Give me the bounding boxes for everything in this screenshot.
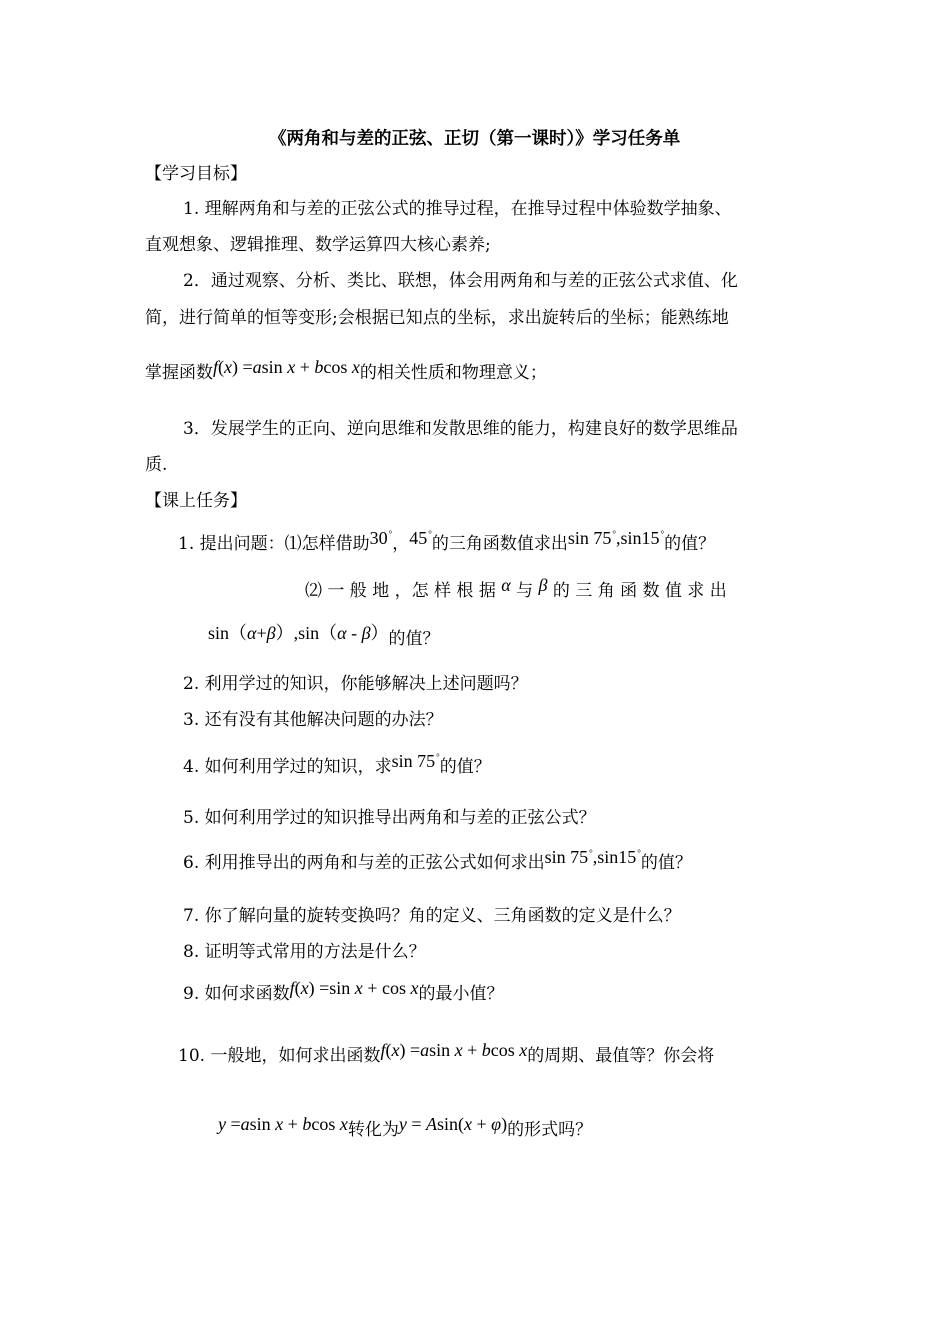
formula-f-asin-bcos: f(x) =asin x + bcos x <box>380 1040 528 1060</box>
task-3: 3. 还有没有其他解决问题的办法？ <box>183 710 443 730</box>
goal-1-line-2: 直观想象、逻辑推理、数学运算四大核心素养; <box>145 235 491 255</box>
task-1-part-2-cont: sin（α+β）,sin（α - β）的值？ <box>208 623 440 649</box>
alpha-symbol: α <box>501 575 511 595</box>
goal-3-line-2: 质. <box>145 455 168 475</box>
formula-sin75-sin15: sin 75°,sin15° <box>567 528 665 548</box>
goal-2-line-2: 简，进行简单的恒等变形;会根据已知点的坐标，求出旋转后的坐标；能熟练地 <box>145 308 729 328</box>
formula-sin-sum-diff: sin（α+β）,sin（α - β） <box>208 623 389 643</box>
goal-1-line-1: 1. 理解两角和与差的正弦公式的推导过程，在推导过程中体验数学抽象、 <box>183 199 732 219</box>
task-6: 6. 利用推导出的两角和与差的正弦公式如何求出sin 75°,sin15°的值？ <box>183 847 692 873</box>
task-5: 5. 如何利用学过的知识推导出两角和与差的正弦公式？ <box>183 808 596 828</box>
goal-2-line-1: 2．通过观察、分析、类比、联想，体会用两角和与差的正弦公式求值、化 <box>183 271 738 291</box>
task-10-cont: y =asin x + bcos x转化为y = Asin(x + φ)的形式吗？ <box>218 1114 593 1140</box>
task-10: 10. 一般地，如何求出函数f(x) =asin x + bcos x的周期、最值等？你会将 <box>178 1040 715 1066</box>
formula-sin75: sin 75° <box>391 751 440 771</box>
tasks-heading: 【课上任务】 <box>145 491 247 511</box>
goal-3-line-1: 3．发展学生的正向、逆向思维和发散思维的能力，构建良好的数学思维品 <box>183 419 738 439</box>
page-title: 《两角和与差的正弦、正切（第一课时）》学习任务单 <box>269 129 681 149</box>
task-7: 7. 你了解向量的旋转变换吗？角的定义、三角函数的定义是什么？ <box>183 906 681 926</box>
task-1: 1. 提出问题：⑴怎样借助30°，45°的三角函数值求出sin 75°,sin15°的值？ <box>178 528 716 554</box>
task-9: 9. 如何求函数f(x) =sin x + cos x的最小值？ <box>183 978 504 1004</box>
formula-angles: 30° <box>369 528 393 548</box>
goal-2-line-3: 掌握函数f(x) =asin x + bcos x的相关性质和物理意义； <box>145 357 547 383</box>
task-4: 4. 如何利用学过的知识，求sin 75°的值？ <box>183 751 491 777</box>
formula-y-asin-bcos: y =asin x + bcos x <box>218 1114 348 1134</box>
task-8: 8. 证明等式常用的方法是什么？ <box>183 942 426 962</box>
formula-sin-plus-cos: f(x) =sin x + cos x <box>289 978 419 998</box>
formula-f-asin-bcos: f(x) =asin x + bcos x <box>213 357 360 377</box>
task-1-part-2: ⑵ 一 般 地 ，怎 样 根 据 α 与 β 的 三 角 函 数 值 求 出 <box>305 575 727 601</box>
beta-symbol: β <box>538 575 548 595</box>
formula-sin75-sin15: sin 75°,sin15° <box>544 847 641 867</box>
task-2: 2. 利用学过的知识，你能够解决上述问题吗？ <box>183 674 528 694</box>
formula-y-Asin: y = Asin(x + φ) <box>398 1114 508 1134</box>
goals-heading: 【学习目标】 <box>145 164 247 184</box>
